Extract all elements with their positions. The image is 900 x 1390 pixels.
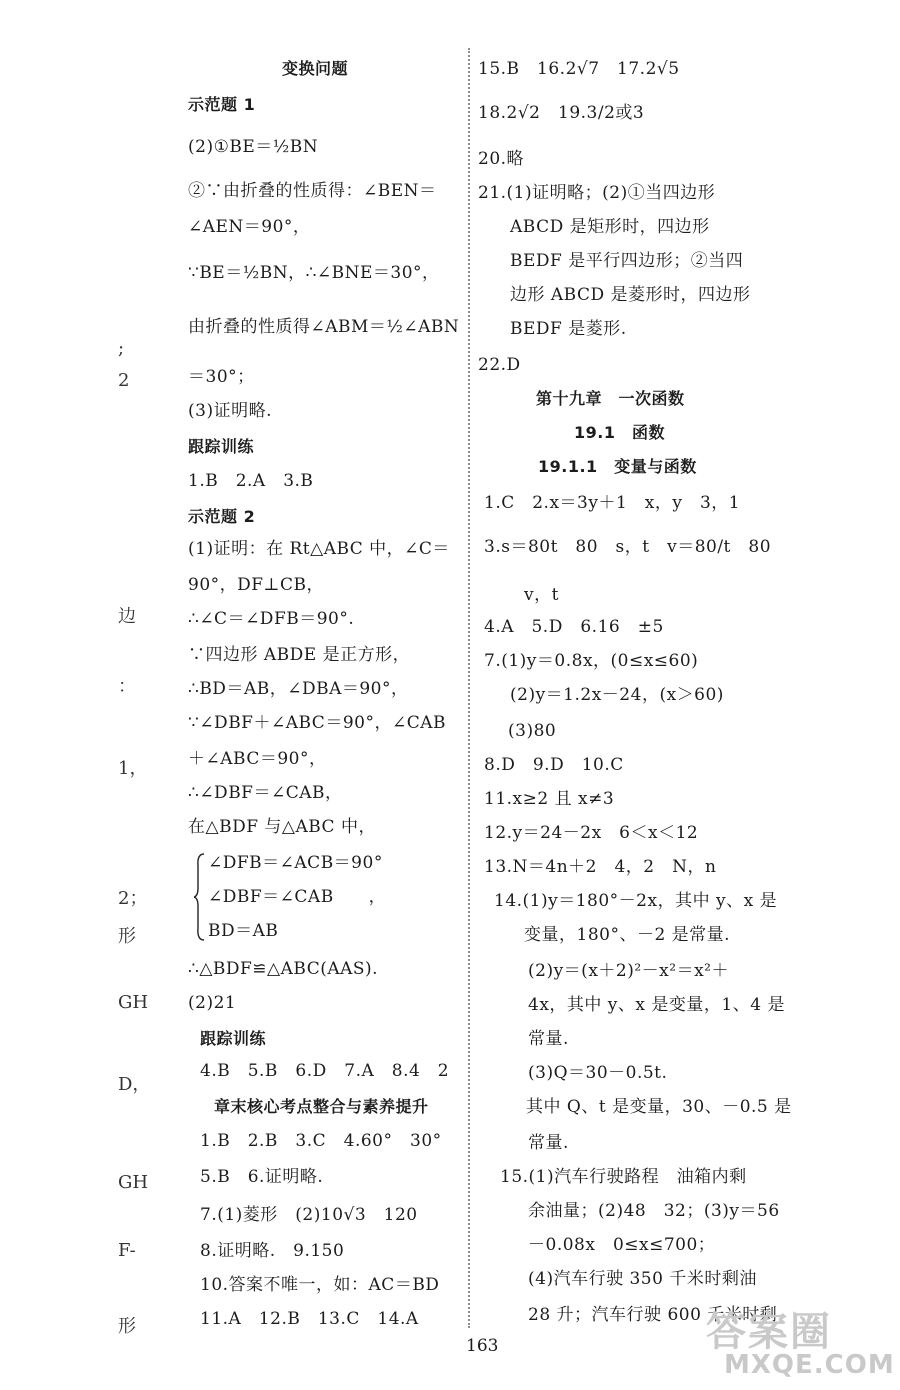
right-column (470, 0, 900, 1340)
answer-line: (1)证明：在 Rt△ABC 中，∠C＝ (188, 539, 450, 559)
section-title: 变换问题 (282, 59, 349, 78)
margin-fragment: 2； (118, 888, 148, 909)
brace-line: ∠DFB＝∠ACB＝90° (208, 853, 383, 873)
answer-line: 边形 ABCD 是菱形时，四边形 (510, 285, 751, 305)
answer-line: 90°，DF⊥CB， (188, 575, 325, 595)
brace-line: BD＝AB (208, 921, 279, 941)
answer-line: ②∵由折叠的性质得：∠BEN＝ (188, 181, 437, 201)
answer-line: 13.N＝4n＋2 4，2 N，n (484, 857, 717, 877)
answer-line: 15.(1)汽车行驶路程 油箱内剩 (500, 1167, 747, 1187)
watermark-url: MXQE.COM (724, 1350, 895, 1380)
answer-line: 1.C 2.x＝3y＋1 x，y 3，1 (484, 493, 741, 513)
section-heading: 19.1 函数 (574, 423, 665, 442)
answer-line: (2)y＝(x＋2)²－x²＝x²＋ (528, 961, 729, 981)
example-heading: 示范题 2 (188, 507, 256, 526)
answer-line: 20.略 (478, 149, 525, 169)
answer-line: 4.B 5.B 6.D 7.A 8.4 2 (200, 1061, 450, 1081)
practice-heading: 跟踪训练 (188, 437, 255, 456)
answer-line: (3)Q＝30－0.5t. (528, 1063, 668, 1083)
answer-line: 10.答案不唯一，如：AC＝BD (200, 1275, 440, 1295)
answer-line: 变量，180°、－2 是常量. (524, 925, 731, 945)
answer-line: ∵∠DBF＋∠ABC＝90°，∠CAB (188, 713, 446, 733)
answer-line: 常量. (528, 1029, 569, 1049)
margin-fragment: F- (118, 1240, 136, 1261)
answer-line: ＝30°； (188, 367, 255, 387)
margin-fragment: 形 (118, 926, 136, 947)
answer-line: ＋∠ABC＝90°， (188, 749, 327, 769)
answer-line: (3)证明略. (188, 401, 272, 421)
answer-line: 15.B 16.2√7 17.2√5 (478, 59, 680, 79)
answer-line: 12.y＝24－2x 6＜x＜12 (484, 823, 699, 843)
margin-fragment: 2 (118, 370, 130, 391)
answer-line: ∴∠C＝∠DFB＝90°. (188, 609, 355, 629)
watermark-text: 答案圈 (706, 1309, 832, 1355)
answer-line: 22.D (478, 355, 521, 375)
brace-line: ∠DBF＝∠CAB ， (208, 887, 387, 907)
answer-line: 7.(1)菱形 (2)10√3 120 (200, 1205, 418, 1225)
answer-line: 1.B 2.A 3.B (188, 471, 314, 491)
answer-line: 在△BDF 与△ABC 中， (188, 817, 376, 837)
answer-line: 常量. (528, 1133, 569, 1153)
answer-line: ABCD 是矩形时，四边形 (510, 217, 710, 237)
brace-icon (194, 852, 206, 942)
margin-fragment: GH (118, 992, 149, 1013)
practice-heading: 跟踪训练 (200, 1029, 267, 1048)
answer-line: ∴BD＝AB，∠DBA＝90°， (188, 679, 409, 699)
answer-line: 14.(1)y＝180°－2x，其中 y、x 是 (494, 891, 778, 911)
answer-line: 3.s＝80t 80 s，t v＝80/t 80 (484, 537, 772, 557)
answer-line: －0.08x 0≤x≤700； (528, 1235, 716, 1255)
answer-line: 18.2√2 19.3/2或3 (478, 103, 645, 123)
answer-line: 1.B 2.B 3.C 4.60° 30° (200, 1131, 442, 1151)
answer-line: 11.A 12.B 13.C 14.A (200, 1309, 419, 1329)
chapter-review-heading: 章末核心考点整合与素养提升 (214, 1097, 429, 1116)
answer-line: (4)汽车行驶 350 千米时剩油 (528, 1269, 757, 1289)
example-heading: 示范题 1 (188, 95, 256, 114)
answer-line: ∵四边形 ABDE 是正方形， (188, 645, 411, 665)
chapter-heading: 第十九章 一次函数 (536, 389, 685, 408)
answer-line: BEDF 是菱形. (510, 319, 627, 339)
margin-fragment: 边 (118, 606, 136, 627)
answer-line: 4.A 5.D 6.16 ±5 (484, 617, 664, 637)
answer-line: ∵BE＝½BN，∴∠BNE＝30°， (188, 263, 440, 283)
answer-line: ∴∠DBF＝∠CAB， (188, 783, 343, 803)
answer-line: ∴△BDF≌△ABC(AAS). (188, 959, 379, 979)
subsection-heading: 19.1.1 变量与函数 (538, 457, 697, 476)
answer-line: 由折叠的性质得∠ABM＝½∠ABN (188, 317, 460, 337)
margin-fragment: 形 (118, 1316, 136, 1337)
answer-line: 8.D 9.D 10.C (484, 755, 624, 775)
answer-line: 28 升；汽车行驶 600 千米时剩 (528, 1305, 778, 1325)
answer-line: 5.B 6.证明略. (200, 1167, 324, 1187)
answer-line: 21.(1)证明略；(2)①当四边形 (478, 183, 716, 203)
answer-line: 其中 Q、t 是变量，30、－0.5 是 (526, 1097, 792, 1117)
answer-line: 余油量；(2)48 32；(3)y＝56 (528, 1201, 780, 1221)
page-number: 163 (466, 1336, 499, 1356)
answer-line: (3)80 (508, 721, 557, 741)
margin-fragment: ; (118, 338, 125, 359)
margin-fragment: 1， (118, 758, 148, 779)
watermark-logo (700, 1300, 896, 1386)
margin-fragment: D， (118, 1074, 151, 1095)
answer-line: (2)y＝1.2x－24，(x＞60) (510, 685, 724, 705)
answer-line: (2)21 (188, 993, 237, 1013)
answer-line: 11.x≥2 且 x≠3 (484, 789, 615, 809)
margin-fragment: GH (118, 1172, 149, 1193)
answer-line: 7.(1)y＝0.8x，(0≤x≤60) (484, 651, 699, 671)
answer-line: ∠AEN＝90°， (188, 217, 311, 237)
answer-line: 4x，其中 y、x 是变量，1、4 是 (528, 995, 785, 1015)
margin-fragment: ： (118, 676, 136, 697)
answer-line: 8.证明略. 9.150 (200, 1241, 345, 1261)
answer-line: v，t (524, 585, 559, 605)
answer-line: BEDF 是平行四边形；②当四 (510, 251, 744, 271)
answer-line: (2)①BE＝½BN (188, 137, 319, 157)
